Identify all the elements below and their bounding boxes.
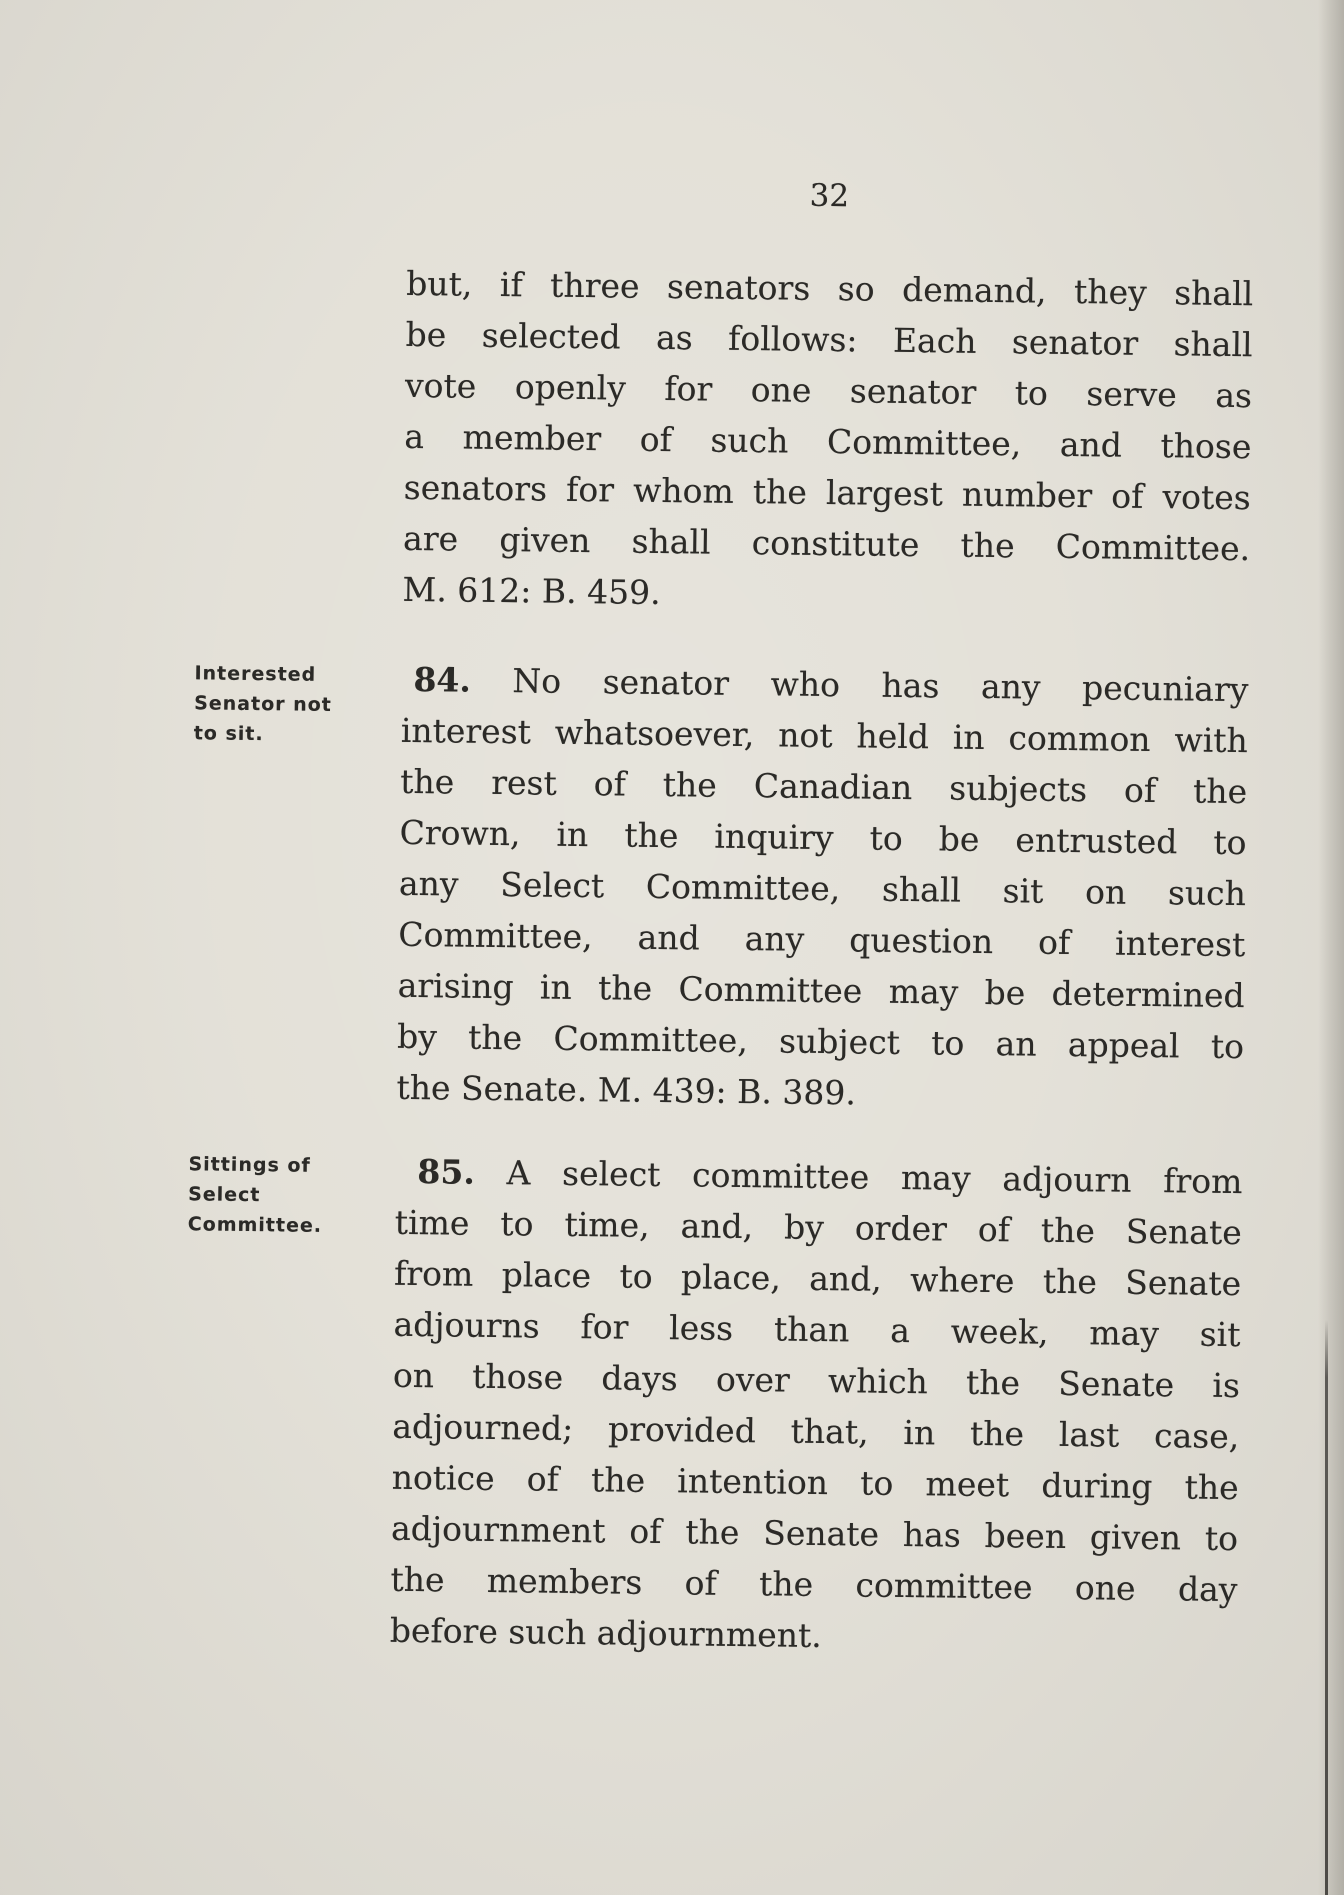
text-line: notice of the intention to meet during the <box>391 1457 1239 1508</box>
text-line: before such adjournment. <box>389 1610 822 1656</box>
margin-note-line: Senator not <box>194 692 332 716</box>
text-line: senators for whom the largest number of votes <box>403 467 1251 518</box>
text-line-content: A select committee may adjourn from <box>506 1153 1243 1202</box>
text-line-content: No senator who has any pecuniary <box>512 661 1249 710</box>
text-line: Crown, in the inquiry to be entrusted to <box>399 812 1247 863</box>
margin-note-line: Committee. <box>187 1213 323 1237</box>
section-85-paragraph <box>390 1146 1243 1666</box>
text-line: the Senate. M. 439: B. 389. <box>396 1067 857 1113</box>
text-line: be selected as follows: Each senator shall <box>405 314 1253 365</box>
text-line: arising in the Committee may be determined <box>397 965 1245 1016</box>
text-line: adjourns for less than a week, may sit <box>393 1304 1241 1355</box>
text-line: M. 612: B. 459. <box>402 569 661 612</box>
section-number: 85. <box>417 1152 476 1192</box>
text-line: but, if three senators so demand, they shall <box>406 263 1254 314</box>
page-content <box>141 142 1279 1676</box>
text-line: interest whatsoever, not held in common with <box>400 710 1249 761</box>
margin-note-interested-senator <box>194 658 333 750</box>
text-line: from place to place, and, where the Senate <box>393 1253 1242 1304</box>
text-line: the rest of the Canadian subjects of the <box>399 761 1248 812</box>
margin-note-line: to sit. <box>193 722 264 746</box>
page-number: 32 <box>809 177 850 215</box>
text-line: any Select Committee, shall sit on such <box>398 863 1247 914</box>
section-84-paragraph <box>396 654 1249 1123</box>
text-line: are given shall constitute the Committee. <box>402 518 1251 569</box>
margin-note-line: Sittings of <box>188 1153 311 1177</box>
text-line: by the Committee, subject to an appeal to <box>396 1016 1245 1067</box>
text-line: Committee, and any question of interest <box>398 914 1246 965</box>
binding-edge-line <box>1325 1320 1328 1895</box>
margin-note-sittings-of-select-committee <box>188 1149 323 1241</box>
text-line: time to time, and, by order of the Senate <box>394 1202 1242 1253</box>
section-number: 84. <box>413 659 472 700</box>
text-line: adjourned; provided that, in the last case, <box>392 1406 1240 1457</box>
text-line: the members of the committee one day <box>390 1559 1238 1610</box>
margin-note-line: Interested <box>194 662 317 686</box>
page-edge-shadow <box>1318 0 1344 1895</box>
paragraph-continuation <box>402 258 1253 625</box>
text-line: adjournment of the Senate has been given to <box>390 1508 1239 1559</box>
text-line: a member of such Committee, and those <box>404 416 1252 467</box>
text-line: on those days over which the Senate is <box>392 1355 1241 1406</box>
margin-note-line: Select <box>188 1183 261 1207</box>
text-line: vote openly for one senator to serve as <box>404 365 1253 416</box>
